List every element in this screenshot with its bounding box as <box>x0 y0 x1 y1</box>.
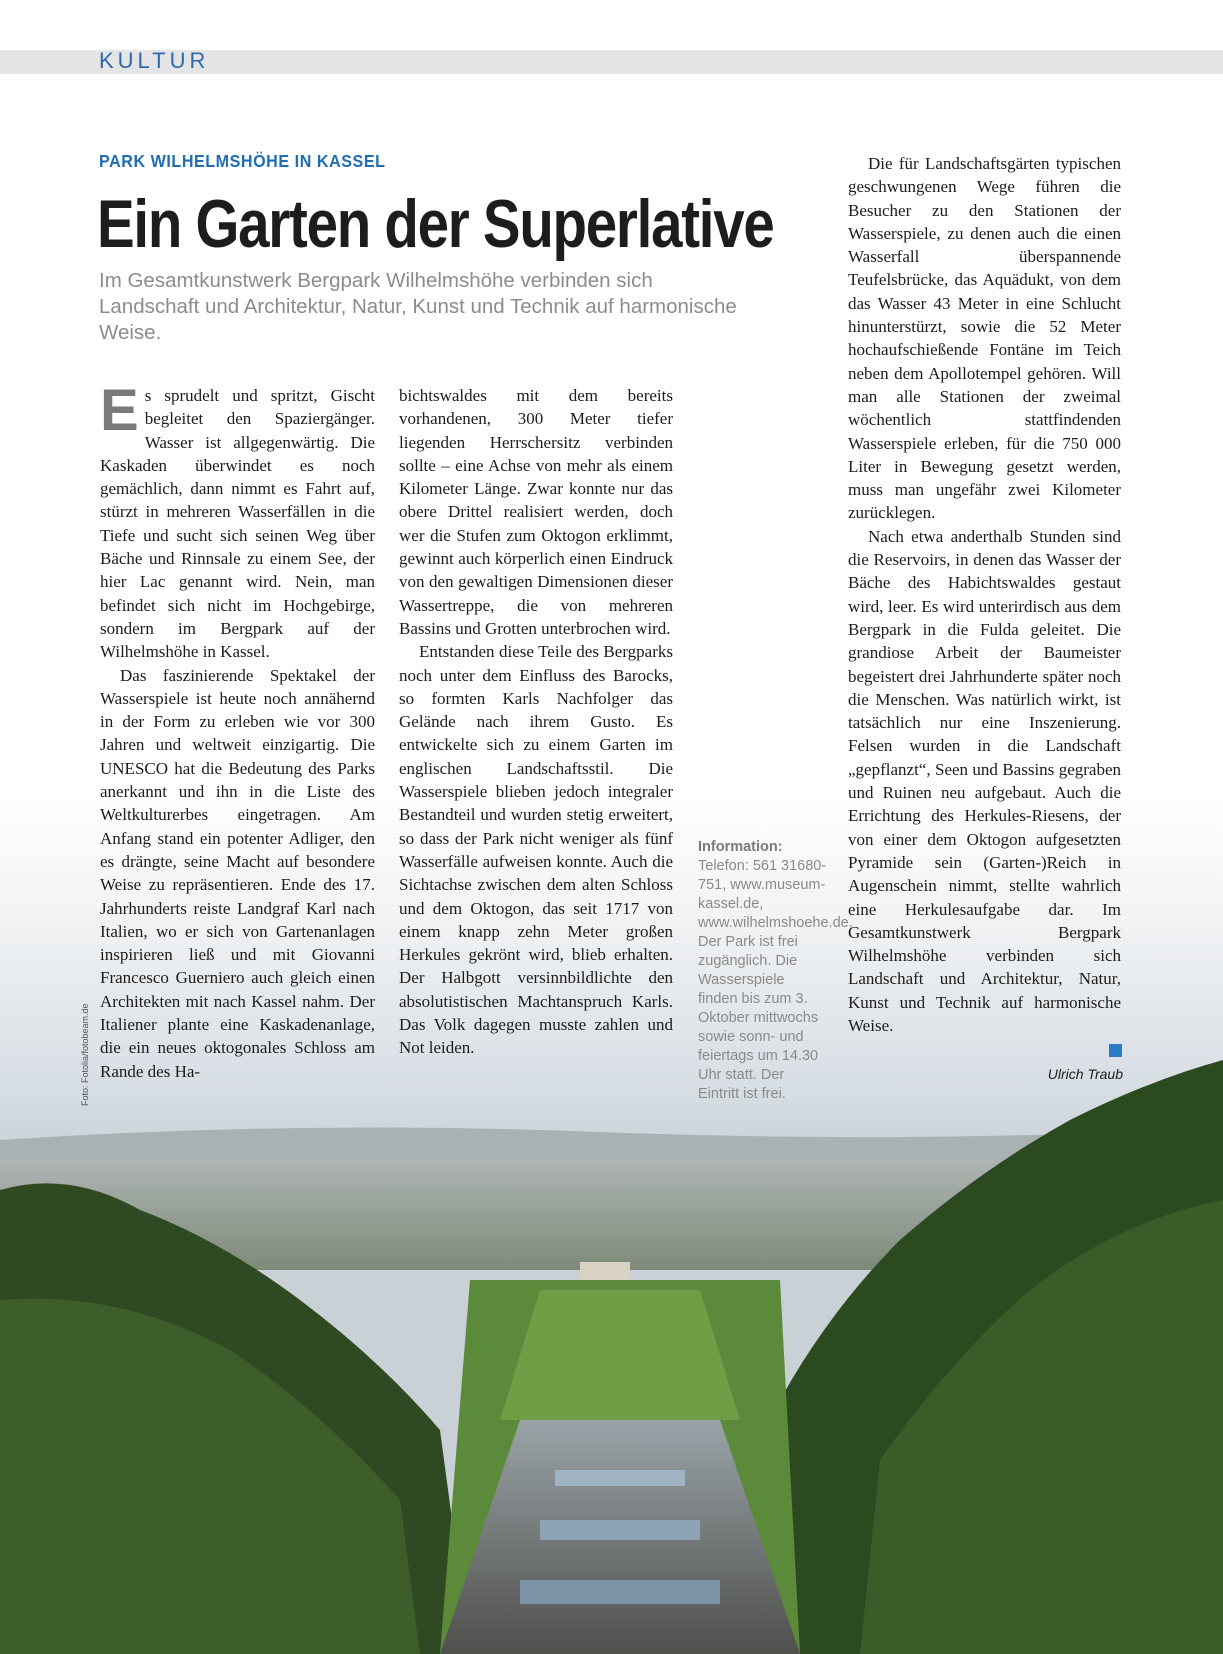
author-byline: Ulrich Traub <box>1047 1066 1123 1082</box>
article-headline: Ein Garten der Superlative <box>97 186 774 262</box>
article-deck: Im Gesamtkunstwerk Bergpark Wilhelmshöhe verbinden sich Landschaft und Architektur, Natur, Kunst und Technik auf harmonische Weise. <box>99 269 737 344</box>
article-column-2 <box>399 384 673 1060</box>
article-column-3 <box>848 152 1121 1037</box>
paragraph: Das faszinierende Spektakel der Wasserspiele ist heute noch annähernd in der Form zu erleben wie vor 300 Jahren und weltweit einzigartig. Die UNESCO hat die Bedeutung des Parks anerkannt und ihn in die Liste des Weltkulturerbes eingetragen. Am Anfang stand ein potenter Adliger, den es drängte, seine Macht auf besondere Weise zu repräsentieren. Ende des 17. Jahrhunderts reiste Landgraf Karl nach Italien, wo er sich von Gartenanlagen inspirieren ließ und mit Giovanni Francesco Guerniero auch gleich einen Architekten mit nach Kassel nahm. Der Italiener plante eine Kaskadenanlage, die ein neues oktogonales Schloss am Rande des Ha- <box>100 665 375 1081</box>
paragraph <box>100 378 375 664</box>
paragraph: Die für Landschaftsgärten typischen geschwungenen Wege führen die Besucher zu den Stationen der Wasserspiele, zu denen auch die einen Wasserfall überspannende Teufelsbrücke, das Aquädukt, von dem das Wasser 43 Meter in eine Schlucht hinunterstürzt, sowie die 52 Meter hochaufschießende Fontäne im Teich neben dem Apollotempel gehören. Will man alle Stationen der zweimal wöchentlich stattfindenden Wasserspiele erleben, für die 750 000 Liter in Bewegung gesetzt werden, muss man ungefähr zwei Kilometer zurücklegen. <box>848 154 1121 523</box>
paragraph: Entstanden diese Teile des Bergparks noch unter dem Einfluss des Barocks, so formten Karls Nachfolger das Gelände nach ihrem Gusto. Es entwickelte sich zu einem Garten im englischen Landschaftsstil. Die Wasserspiele blieben jedoch integraler Bestandteil und wurden stetig erweitert, so dass der Park nicht weniger als fünf Wasserfälle aufweisen konnte. Auch die Sichtachse zwischen dem alten Schloss und dem Oktogon, das seit 1717 von einem knapp zehn Meter großen Herkules gekrönt wird, blieb erhalten. Der Halbgott versinnbildlichte den absolutistischen Machtanspruch Karls. Das Volk dagegen musste zahlen und Not leiden. <box>399 642 673 1058</box>
article-column-1 <box>100 378 375 1083</box>
info-text: Telefon: 561 31680-751, www.museum-kassel.de, www.wilhelmshoehe.de. Der Park ist frei zugänglich. Die Wasserspiele finden bis zum 3. Oktober mittwochs sowie sonn- und feiertags um 14.30 Uhr statt. Der Eintritt ist frei. <box>698 858 853 1102</box>
end-mark-square <box>1109 1044 1122 1057</box>
section-label: KULTUR <box>99 48 210 73</box>
info-box <box>698 838 853 1104</box>
drop-cap: E <box>100 378 139 443</box>
paragraph-text: s sprudelt und spritzt, Gischt begleitet den Spaziergänger. Wasser ist allgegenwärtig. Die Kaskaden überwindet es noch gemächlich, dann nimmt es Fahrt auf, stürzt in mehreren Wasserfällen in die Tiefe und sucht sich seinen Weg über Bäche und Rinnsale zu einem See, der hier Lac genannt wird. Nein, man befindet sich nicht im Hochgebirge, sondern im Bergpark auf der Wilhelmshöhe in Kassel. <box>100 386 375 662</box>
info-title: Information: <box>698 839 783 855</box>
photo-credit: Foto: Fotolia/fotobeam.de <box>80 1003 90 1106</box>
article-kicker: PARK WILHELMSHÖHE IN KASSEL <box>99 151 386 171</box>
paragraph: bichtswaldes mit dem bereits vorhandenen, 300 Meter tiefer liegenden Herrschersitz verbinden sollte – eine Achse von mehr als einem Kilometer Länge. Zwar konnte nur das obere Drittel realisiert werden, doch wer die Stufen zum Oktogon erklimmt, gewinnt auch körperlich einen Eindruck von den gewaltigen Dimensionen dieser Wassertreppe, die von mehreren Bassins und Grotten unterbrochen wird. <box>399 386 673 638</box>
paragraph: Nach etwa anderthalb Stunden sind die Reservoirs, in denen das Wasser der Bäche des Habichtswaldes gestaut wird, leer. Es wird unterirdisch aus dem Bergpark in die Fulda geleitet. Die grandiose Arbeit der Baumeister begeistert drei Jahrhunderte später noch die Menschen. Was natürlich wirkt, ist tatsächlich nur eine Inszenierung. Felsen wurden in die Landschaft „gepflanzt“, Seen und Bassins gegraben und Ruinen neu aufgebaut. Auch die Errichtung des Herkules-Riesens, der von einer dem Oktogon aufgesetzten Pyramide sein (Garten-)Reich in Augenschein nimmt, stellte wahrlich eine Herkulesaufgabe dar. Im Gesamtkunstwerk Bergpark Wilhelmshöhe verbinden sich Landschaft und Architektur, Natur, Kunst und Technik auf harmonische Weise. <box>848 526 1121 1035</box>
